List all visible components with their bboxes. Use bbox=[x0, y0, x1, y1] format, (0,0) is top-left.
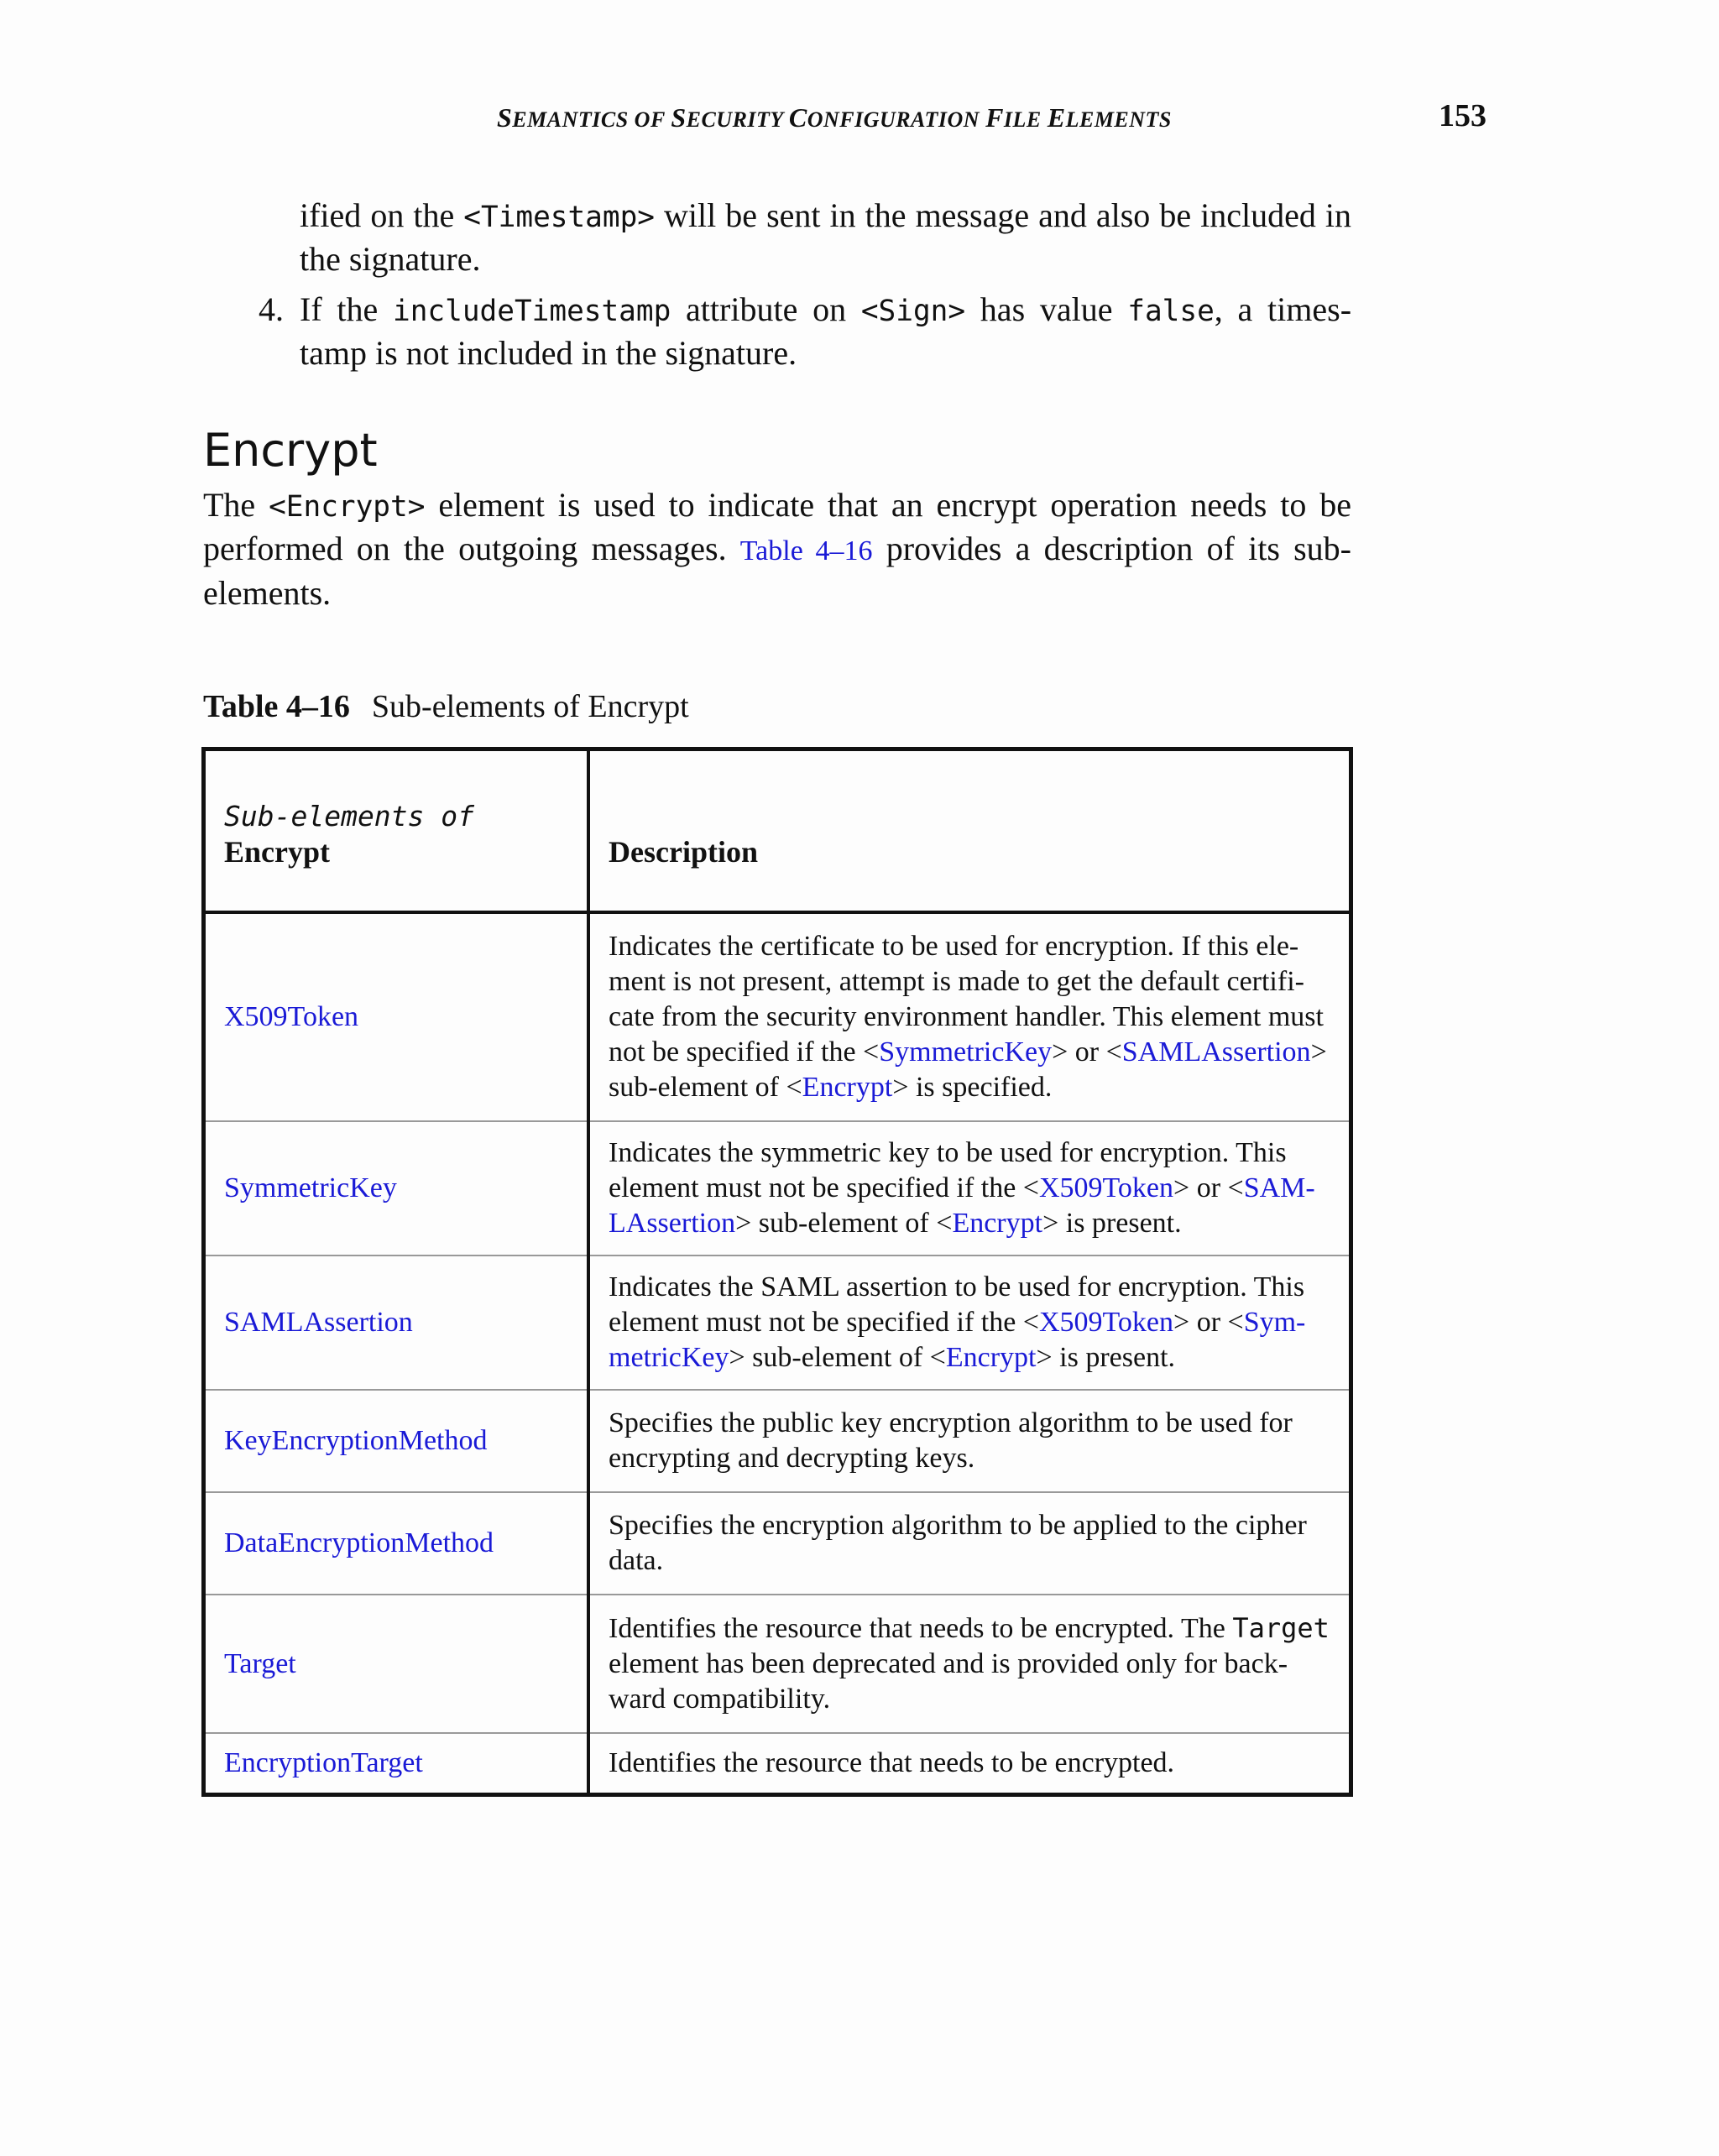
running-head-part: ILE bbox=[1003, 107, 1048, 132]
inline-element-link[interactable]: Sym-metricKey bbox=[609, 1307, 1306, 1373]
inline-element-link[interactable]: SAM-LAssertion bbox=[609, 1172, 1315, 1239]
element-description bbox=[588, 1733, 1351, 1795]
list-item-text bbox=[300, 289, 1351, 374]
header-col-subelements bbox=[204, 749, 589, 913]
text-run: Indicates the SAML assertion to be used for encryption. This element must not be specified if the < bbox=[609, 1271, 1305, 1338]
section-heading: Encrypt bbox=[203, 424, 378, 477]
text-run: Identifies the resource that needs to be encrypted. The bbox=[609, 1613, 1233, 1644]
text-run: If the bbox=[300, 290, 394, 328]
inline-element-link[interactable]: SAMLAssertion bbox=[1121, 1036, 1311, 1068]
sub-elements-table bbox=[201, 747, 1353, 1797]
table-caption bbox=[203, 688, 689, 725]
running-head-part: F bbox=[985, 102, 1004, 133]
element-name-link[interactable]: DataEncryptionMethod bbox=[204, 1492, 589, 1595]
table-row bbox=[204, 1595, 1351, 1733]
running-head-part: ECURITY bbox=[686, 107, 789, 132]
code-include-timestamp: includeTimestamp bbox=[393, 295, 671, 328]
running-head-part: EMANTICS OF bbox=[512, 107, 671, 132]
text-run: Indicates the symmetric key to be used for encryption. This element must not be specified if the < bbox=[609, 1137, 1287, 1203]
running-head-part: C bbox=[788, 102, 807, 133]
text-run: The bbox=[203, 486, 269, 524]
element-description bbox=[588, 1595, 1351, 1733]
text-run: element is used to indicate that an encrypt operation needs to be performed on the outgoing messages. bbox=[203, 486, 1351, 567]
element-description bbox=[588, 1492, 1351, 1595]
table-row bbox=[204, 1733, 1351, 1795]
element-description bbox=[588, 1255, 1351, 1390]
element-name-link[interactable]: X509Token bbox=[204, 912, 589, 1121]
table-row bbox=[204, 1121, 1351, 1255]
text-run: > or < bbox=[1052, 1036, 1122, 1068]
text-run: > is present. bbox=[1042, 1208, 1182, 1239]
running-head-part: LEMENTS bbox=[1065, 107, 1172, 132]
header-col1-line2: Encrypt bbox=[224, 835, 330, 869]
running-head-part: E bbox=[1047, 102, 1066, 133]
element-description bbox=[588, 1390, 1351, 1492]
table-body bbox=[204, 912, 1351, 1795]
text-run: attribute on bbox=[671, 290, 861, 328]
running-head-part: ONFIGURATION bbox=[807, 107, 986, 132]
text-run: , a times-tamp is not included in the signature. bbox=[300, 290, 1352, 372]
text-run: Identifies the resource that needs to be encrypted. bbox=[609, 1747, 1175, 1778]
page-number: 153 bbox=[1439, 98, 1486, 133]
text-run: Specifies the public key encryption algorithm to be used for encrypting and decrypting keys. bbox=[609, 1407, 1293, 1474]
text-run: Indicates the certificate to be used for encryption. If this ele-ment is not present, attempt is made to get the default certifi-cate from the security environment handler. This element must not be specified if the < bbox=[609, 931, 1324, 1068]
text-run: > or < bbox=[1173, 1307, 1244, 1338]
text-run: provides a description of its sub-elements. bbox=[203, 530, 1351, 612]
text-run: will be sent in the message and also be included in the signature. bbox=[300, 196, 1351, 278]
inline-element-link[interactable]: SymmetricKey bbox=[879, 1036, 1053, 1068]
table-caption-text: Sub-elements of Encrypt bbox=[371, 689, 689, 724]
table-reference-link[interactable]: Table 4–16 bbox=[739, 535, 873, 566]
code-encrypt: <Encrypt> bbox=[269, 490, 426, 524]
table-row bbox=[204, 1390, 1351, 1492]
element-name-link[interactable]: Target bbox=[204, 1595, 589, 1733]
table-header-row bbox=[204, 749, 1351, 913]
element-name-link[interactable]: KeyEncryptionMethod bbox=[204, 1390, 589, 1492]
code-timestamp: <Timestamp> bbox=[463, 201, 656, 234]
running-head-part: S bbox=[497, 102, 513, 133]
header-col1-line1: Sub-elements of bbox=[224, 800, 475, 833]
code-sign: <Sign> bbox=[860, 295, 966, 328]
table-caption-label: Table 4–16 bbox=[203, 689, 350, 724]
element-name-link[interactable]: SymmetricKey bbox=[204, 1121, 589, 1255]
text-run: > sub-element of < bbox=[735, 1208, 953, 1239]
element-name-link[interactable]: SAMLAssertion bbox=[204, 1255, 589, 1390]
text-run: element has been deprecated and is provided only for back-ward compatibility. bbox=[609, 1648, 1288, 1715]
text-run: > is present. bbox=[1036, 1342, 1176, 1373]
inline-element-link[interactable]: Encrypt bbox=[802, 1072, 893, 1103]
code-false: false bbox=[1127, 295, 1215, 328]
list-item-4 bbox=[259, 289, 1351, 374]
running-head-part: S bbox=[671, 102, 687, 133]
inline-element-link[interactable]: Encrypt bbox=[945, 1342, 1037, 1373]
encrypt-paragraph bbox=[203, 484, 1351, 614]
text-run: has value bbox=[965, 290, 1128, 328]
table-row bbox=[204, 1255, 1351, 1390]
element-description bbox=[588, 1121, 1351, 1255]
inline-element-link[interactable]: X509Token bbox=[1038, 1307, 1174, 1338]
text-run: > sub-element of < bbox=[609, 1036, 1327, 1103]
inline-element-link[interactable]: Encrypt bbox=[952, 1208, 1043, 1239]
element-description bbox=[588, 912, 1351, 1121]
table-row bbox=[204, 912, 1351, 1121]
text-run: > or < bbox=[1173, 1172, 1244, 1203]
inline-element-link[interactable]: X509Token bbox=[1038, 1172, 1174, 1203]
list-number: 4. bbox=[259, 290, 284, 328]
text-run: > is specified. bbox=[892, 1072, 1053, 1103]
inline-code: Target bbox=[1232, 1612, 1330, 1644]
table-row bbox=[204, 1492, 1351, 1595]
continuation-paragraph bbox=[300, 195, 1351, 280]
text-run: Specifies the encryption algorithm to be applied to the cipher data. bbox=[609, 1510, 1307, 1576]
text-run: > sub-element of < bbox=[729, 1342, 946, 1373]
element-name-link[interactable]: EncryptionTarget bbox=[204, 1733, 589, 1795]
text-run: ified on the bbox=[300, 196, 464, 234]
running-head bbox=[497, 102, 1172, 133]
header-col-description: Description bbox=[588, 749, 1351, 913]
